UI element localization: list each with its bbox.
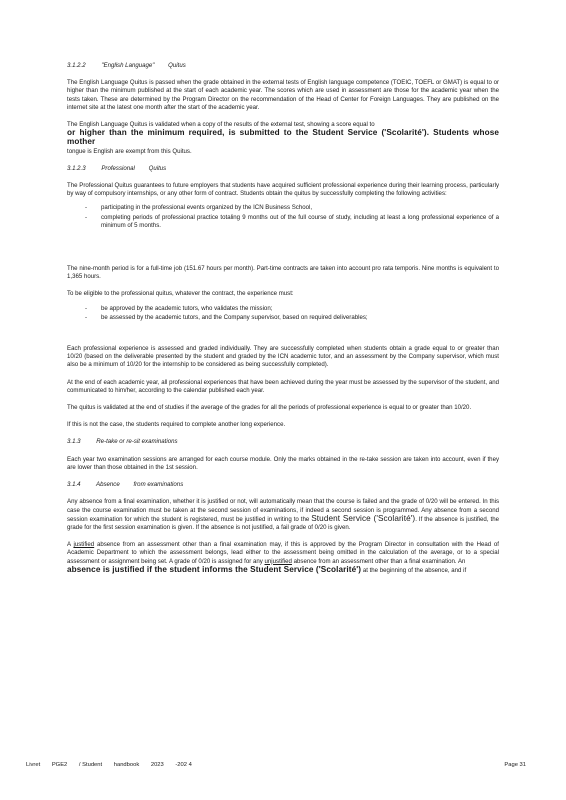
professional-paragraph-6: The quitus is validated at the end of studies if the average of the grades for all the periods of professional experience is equal to or greater than 10/20.: [67, 404, 472, 412]
spacer: [67, 239, 499, 265]
absence-p1-part-b: . If the absence is justified, the grade for the first session examination is given. If the absence is not justified, a fail grade of 0/20 is given.: [67, 515, 499, 531]
page-footer: [26, 762, 526, 768]
list-item: - completing periods of professional practice totaling 9 months out of the full course of study, including at least a long professional experience of a minimum of 5 months.: [67, 214, 499, 230]
footer-livret: Livret: [26, 762, 41, 768]
absence-p2-unjustified: unjustified: [264, 557, 292, 565]
section-heading-absence: [67, 481, 499, 489]
section-number: 3.1.3: [67, 438, 81, 446]
spacer: [67, 331, 499, 345]
absence-paragraph-2: [67, 541, 499, 575]
section-title: Absence: [96, 481, 120, 489]
absence-p2-part-a: A: [67, 541, 71, 549]
footer-right: [504, 762, 526, 768]
section-heading-retake: [67, 438, 499, 446]
english-p2-part-c: tongue is English are exempt from this Quitus.: [67, 147, 192, 155]
section-number: 3.1.2.3: [67, 164, 86, 172]
footer-program: PGE2: [51, 762, 68, 768]
footer-student: / Student: [78, 762, 103, 768]
list-item: - be assessed by the academic tutors, and the Company supervisor, based on required deliverables;: [67, 314, 499, 322]
absence-p2-justified: justified: [73, 541, 95, 549]
section-number: 3.1.4: [67, 481, 81, 489]
list-item: - be approved by the academic tutors, who validates the mission;: [67, 305, 499, 313]
footer-handbook: handbook: [113, 762, 140, 768]
section-label: from examinations: [133, 481, 184, 489]
section-title: Professional: [101, 164, 135, 172]
footer-left: [26, 762, 202, 768]
professional-paragraph-3: To be eligible to the professional quitus, whatever the contract, the experience must:: [67, 290, 294, 298]
section-title: "English Language": [101, 62, 155, 69]
section-number: 3.1.2.2: [67, 62, 86, 69]
section-heading-professional: [67, 165, 499, 173]
professional-paragraph-7: If this is not the case, the students required to complete another long experience.: [67, 421, 286, 429]
section-heading-english: [67, 62, 499, 70]
professional-paragraph-5: At the end of each academic year, all professional experiences that have been achieved during the year must be assessed by the supervisor of the student, and communicated to him/her, according to the calendar published each year.: [67, 378, 499, 394]
english-paragraph-2: [67, 121, 499, 156]
absence-p1-part-a: Any absence from a final examination, whether it is justified or not, will automatically mean that the course is failed and the grade of 0/20 will be entered. In this case the course examination must be taken at the second session of examinations, if indeed a second session is programmed. Any absence from a second session examination for which the student is registered, must be justified in writing to the: [67, 498, 499, 523]
section-label: Quitus: [168, 62, 186, 69]
list-item: - participating in the professional events organized by the ICN Business School,: [67, 204, 499, 212]
page-label: Page: [504, 762, 518, 768]
page-number: 31: [519, 762, 526, 768]
professional-paragraph-1: The Professional Quitus guarantees to future employers that students have acquired sufficient professional experience during their learning process, particularly by way of compulsory internships, or any other form of contract. Students obtain the quitus by successfully completing the following activities:: [67, 182, 499, 198]
section-label: Quitus: [148, 164, 167, 172]
absence-p2-part-c: absence from an assessment other than a final examination. An: [293, 557, 466, 565]
professional-activities-list: [67, 204, 499, 230]
section-title: Re-take or re-sit examinations: [96, 438, 178, 446]
footer-year-end: -202 4: [175, 762, 192, 768]
english-paragraph-1: The English Language Quitus is passed when the grade obtained in the external tests of English language competence (TOEIC, TOEFL or GMAT) is equal to or higher than the minimum published at the start of each academic year. The scores which are used in assessment are those for the academic year when the tests taken. These are determined by the Program Director on the recommendation of the Head of Center for Foreign Languages. They are published on the internet site at the latest one month after the start of the academic year.: [67, 79, 499, 111]
absence-p2-justified-sentence: absence is justified if the student informs the Student Service ('Scolarité'): [67, 564, 362, 574]
professional-paragraph-2: The nine-month period is for a full-time job (151.67 hours per month). Part-time contracts are taken into account pro rata temporis. Nine months is equivalent to 1,365 hours.: [67, 265, 499, 281]
absence-p1-student-service: Student Service ('Scolarité'): [311, 513, 416, 523]
eligibility-list: [67, 305, 499, 322]
english-p2-part-a: The English Language Quitus is validated when a copy of the results of the external test, showing a score equal to: [67, 121, 375, 129]
page-content: [67, 62, 499, 584]
absence-p2-part-d: at the beginning of the absence, and if: [362, 566, 467, 574]
absence-p2-part-b: absence from an assessment other than a final examination may, if this is approved by the Program Director in consultation with the Head of Academic Department to which the assessment belongs, lead either to the assessment being omitted in the calculation of the average, or to a special assessment or assignment being set. A grade of 0/20 is assigned for any: [67, 541, 499, 565]
professional-paragraph-4: Each professional experience is assessed and graded individually. They are successfully completed when students obtain a grade equal to or greater than 10/20 (based on the deliverable presented by the student and graded by the ICN academic tutor, and an assessment by the Company supervisor, which must also be a minimum of 10/20 for the internship to be considered as being successfully completed).: [67, 345, 499, 369]
absence-paragraph-1: [67, 498, 499, 532]
retake-paragraph: Each year two examination sessions are arranged for each course module. Only the marks obtained in the re-take session are taken into account, even if they are lower than those obtained in the 1st session.: [67, 455, 499, 471]
footer-year-start: 2023: [150, 762, 164, 768]
english-p2-part-b: or higher than the minimum required, is submitted to the Student Service ('Scolarité'). Students whose mother: [67, 128, 499, 147]
